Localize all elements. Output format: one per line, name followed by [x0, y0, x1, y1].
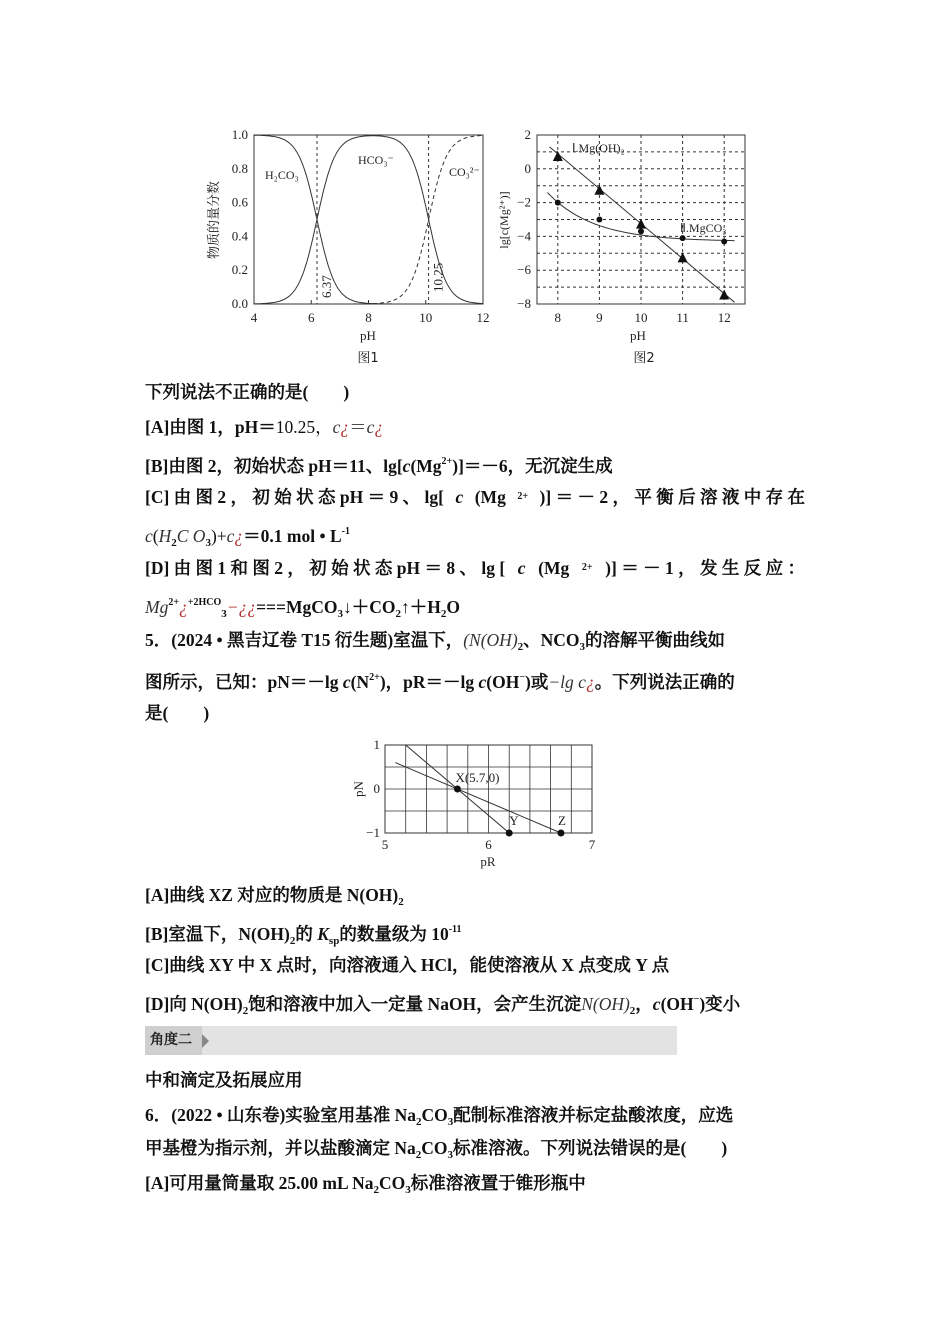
section-title: [145, 1068, 303, 1092]
text-segment: [D]向 N(OH): [145, 994, 243, 1014]
q5-option-b: [145, 918, 461, 953]
text-segment: −: [693, 994, 700, 1005]
y-tick-label: −6: [517, 262, 531, 278]
figure-caption: 图1: [357, 351, 379, 366]
text-segment: 2+: [441, 456, 453, 467]
section-banner: [145, 1026, 677, 1055]
text-segment: )+: [210, 526, 227, 546]
text-segment: )] ＝ － 2 ， 平 衡 后 溶 液 中 存 在: [539, 487, 805, 507]
text-segment: ¿: [179, 597, 188, 617]
text-segment: Mg: [145, 597, 169, 617]
text-segment: −¿¿: [226, 597, 257, 617]
option-c: [145, 485, 805, 509]
text-segment: 2+: [168, 597, 180, 608]
q5-option-c: [145, 953, 669, 977]
text-segment: [D] 由 图 1 和 图 2 ， 初 始 状 态 pH ＝ 8 、 lg [: [145, 558, 506, 578]
x-tick-label: 12: [476, 310, 490, 325]
text-segment: (OH: [486, 672, 520, 692]
figure-caption: 图2: [633, 351, 655, 366]
text-segment: c: [145, 526, 153, 546]
x-tick-label: 8: [365, 310, 372, 325]
text-segment: H: [158, 526, 172, 546]
point-label-x: X(5.7,0): [455, 770, 500, 785]
text-segment: 图所示，已知：pN＝－lg: [145, 672, 343, 692]
text-segment: c: [402, 456, 411, 476]
text-segment: )或: [525, 672, 549, 692]
pka-annotation: 6.37: [318, 275, 334, 298]
text-segment: 2: [517, 641, 524, 653]
text-segment: HCO: [198, 597, 222, 608]
y-tick-label: 1.0: [231, 127, 248, 142]
text-segment: (Mg: [410, 456, 442, 476]
text-segment: ¿: [340, 417, 350, 437]
text-segment: sp: [328, 935, 340, 947]
text-segment: O: [446, 597, 461, 617]
text-segment: -11: [448, 924, 462, 935]
text-segment: [C] 由 图 2 ， 初 始 状 态 pH ＝ 9 、 lg[: [145, 487, 444, 507]
point-label-z: Z: [557, 813, 566, 828]
x-tick-label: 12: [717, 310, 731, 325]
arrow-right-icon: [202, 1034, 209, 1048]
text-segment: (N(OH): [463, 630, 518, 650]
text-segment: c: [342, 672, 351, 692]
text-segment: 配制标准溶液并标定盐酸浓度，应选: [453, 1105, 734, 1125]
y-tick-label: 2: [524, 127, 531, 142]
series-label-mgco3: Ⅱ.MgCO₃: [680, 221, 727, 235]
text-segment: 3: [337, 608, 344, 620]
text-segment: ↑＋H: [401, 597, 441, 617]
y-tick-label: 1: [373, 737, 380, 752]
text-segment: (: [152, 526, 159, 546]
y-tick-label: −1: [366, 825, 380, 840]
text-segment: c: [366, 417, 375, 437]
x-tick-label: 6: [485, 837, 492, 852]
x-tick-label: 11: [676, 310, 689, 325]
text-segment: ===MgCO: [256, 597, 338, 617]
option-a: [145, 415, 383, 439]
data-point-circle: [555, 200, 561, 206]
text-segment: −: [519, 672, 526, 683]
text-segment: 3: [579, 641, 586, 653]
text-segment: 2: [373, 1184, 379, 1196]
text-segment: +2: [187, 597, 199, 608]
text-segment: K: [317, 924, 329, 944]
section-banner-label: 角度二: [145, 1026, 202, 1055]
text-segment: 2: [415, 1149, 422, 1161]
text-segment: ¿: [234, 526, 244, 546]
text-segment: c: [478, 672, 487, 692]
series-label-hco3: HCO₃⁻: [358, 153, 394, 167]
text-segment: 2: [289, 935, 296, 947]
x-tick-label: 4: [250, 310, 258, 325]
text-segment: 5．(2024 • 黑吉辽卷 T15 衍生题)室温下，: [145, 630, 464, 650]
text-segment: [C]曲线 XY 中 X 点时，向溶液通入 HCl，能使溶液从 X 点变成 Y 点: [145, 955, 670, 975]
point-z: [557, 830, 564, 837]
x-axis-label: pH: [360, 328, 376, 343]
q6-stem-2: [145, 1136, 727, 1167]
y-axis-label: lg[c(Mg²⁺)]: [497, 191, 511, 249]
data-point-circle: [638, 228, 644, 234]
y-axis-label: 物质的量分数: [207, 180, 222, 260]
series-label-mg-oh2: Ⅰ.Mg(OH)₂: [572, 141, 625, 155]
text-segment: 标准溶液置于锥形瓶中: [410, 1173, 586, 1193]
q5-stem: [145, 628, 725, 659]
x-tick-label: 10: [634, 310, 648, 325]
x-axis-label: pR: [480, 854, 496, 869]
question-prompt: [145, 380, 349, 404]
text-segment: ，: [635, 994, 653, 1014]
q5-option-a: [145, 883, 404, 914]
series-label-co3: CO₃²⁻: [449, 165, 480, 179]
y-tick-label: 0.0: [231, 296, 248, 311]
text-segment: ↓＋CO: [343, 597, 396, 617]
text-segment: 2: [171, 537, 177, 549]
text-segment: C O: [176, 526, 206, 546]
text-segment: c: [652, 994, 661, 1014]
text-segment: 2: [629, 1005, 636, 1017]
text-segment: 2: [242, 1005, 249, 1017]
x-tick-label: 9: [596, 310, 603, 325]
text-segment: 中和滴定及拓展应用: [145, 1070, 303, 1090]
x-axis-label: pH: [630, 328, 646, 343]
y-tick-label: 0.6: [231, 194, 248, 210]
text-segment: )] ＝ － 1 ， 发 生 反 应 ：: [605, 558, 805, 578]
text-segment: (OH: [660, 994, 694, 1014]
text-segment: ＝: [349, 417, 367, 437]
text-segment: 甲基橙为指示剂，并以盐酸滴定 Na: [145, 1138, 416, 1158]
text-segment: [A]可用量筒量取 25.00 mL Na: [145, 1173, 374, 1193]
text-segment: ¿: [374, 417, 384, 437]
data-point-circle: [680, 235, 686, 241]
text-segment: (Mg: [538, 558, 570, 578]
text-segment: -1: [341, 526, 351, 537]
option-b: [145, 450, 613, 478]
y-tick-label: 0.8: [231, 160, 248, 176]
point-label-y: Y: [509, 813, 519, 828]
x-tick-label: 7: [588, 837, 596, 852]
text-segment: N(OH): [581, 994, 630, 1014]
x-tick-label: 8: [554, 310, 562, 325]
text-segment: [B]由图 2，初始状态 pH＝11、lg[: [145, 456, 403, 476]
text-segment: −lg c: [548, 672, 586, 692]
text-segment: c: [226, 526, 235, 546]
series-label-h2co3: H₂CO₃: [265, 168, 299, 182]
text-segment: 3: [405, 1184, 411, 1196]
text-segment: [A]曲线 XZ 对应的物质是 N(OH): [145, 885, 399, 905]
data-point-triangle: [636, 219, 646, 229]
data-point-triangle: [678, 252, 688, 262]
text-segment: 3: [447, 1116, 454, 1128]
text-segment: CO: [378, 1173, 406, 1193]
text-segment: 标准溶液。下列说法错误的是( ): [453, 1138, 728, 1158]
text-segment: 2: [398, 896, 404, 908]
data-point-circle: [721, 238, 727, 244]
x-tick-label: 6: [308, 310, 315, 325]
text-segment: 、NCO: [523, 630, 580, 650]
text-segment: 10.25，: [275, 417, 333, 437]
y-axis-label: pN: [351, 781, 366, 797]
point-x: [454, 786, 461, 793]
text-segment: 的: [295, 924, 318, 944]
option-d: [145, 556, 805, 580]
text-segment: (Mg: [474, 487, 506, 507]
y-tick-label: 0: [373, 781, 380, 796]
text-segment: 。下列说法正确的: [594, 672, 735, 692]
q5-stem-3: [145, 701, 209, 725]
y-tick-label: −2: [517, 194, 531, 210]
point-y: [506, 830, 513, 837]
data-point-triangle: [553, 151, 563, 161]
text-segment: 2: [440, 608, 447, 620]
text-segment: 3: [447, 1149, 454, 1161]
text-segment: 3: [205, 537, 211, 549]
text-segment: 的溶解平衡曲线如: [585, 630, 726, 650]
y-tick-label: −8: [517, 296, 531, 311]
y-tick-label: 0: [524, 160, 531, 176]
text-segment: 饱和溶液中加入一定量 NaOH，会产生沉淀: [248, 994, 582, 1014]
text-segment: c: [517, 558, 526, 578]
q6-option-a: [145, 1171, 586, 1202]
option-d-cont: [145, 591, 460, 626]
q6-stem: [145, 1103, 733, 1134]
option-c-cont: [145, 520, 350, 555]
text-segment: c: [332, 417, 341, 437]
text-segment: 3: [221, 608, 227, 620]
y-tick-label: 0.4: [231, 228, 248, 244]
pka-annotation: 10.25: [430, 262, 446, 292]
text-segment: )变小: [699, 994, 741, 1014]
text-segment: [A]由图 1，pH＝: [145, 417, 276, 437]
x-tick-label: 5: [381, 837, 389, 852]
text-segment: )]＝－6，无沉淀生成: [452, 456, 613, 476]
text-segment: 2+: [517, 491, 529, 502]
text-segment: 下列说法不正确的是( ): [145, 382, 350, 402]
text-segment: CO: [421, 1105, 448, 1125]
text-segment: 2+: [369, 672, 380, 683]
y-tick-label: −4: [517, 228, 531, 244]
text-segment: )，pR＝－lg: [379, 672, 479, 692]
text-segment: ＝0.1 mol • L: [243, 526, 342, 546]
text-segment: ¿: [585, 672, 595, 692]
text-segment: [B]室温下，N(OH): [145, 924, 290, 944]
q5-stem-2: [145, 666, 735, 694]
text-segment: 6．(2022 • 山东卷)实验室用基准 Na: [145, 1105, 417, 1125]
text-segment: CO: [421, 1138, 448, 1158]
y-tick-label: 0.2: [231, 262, 248, 278]
x-tick-label: 10: [419, 310, 433, 325]
q5-option-d: [145, 988, 740, 1023]
text-segment: 的数量级为 10: [339, 924, 449, 944]
text-segment: c: [455, 487, 464, 507]
text-segment: 2: [395, 608, 402, 620]
text-segment: 2+: [581, 562, 593, 573]
text-segment: (N: [350, 672, 370, 692]
text-segment: 2: [416, 1116, 422, 1128]
data-point-circle: [596, 217, 602, 223]
text-segment: 是( ): [145, 703, 210, 723]
